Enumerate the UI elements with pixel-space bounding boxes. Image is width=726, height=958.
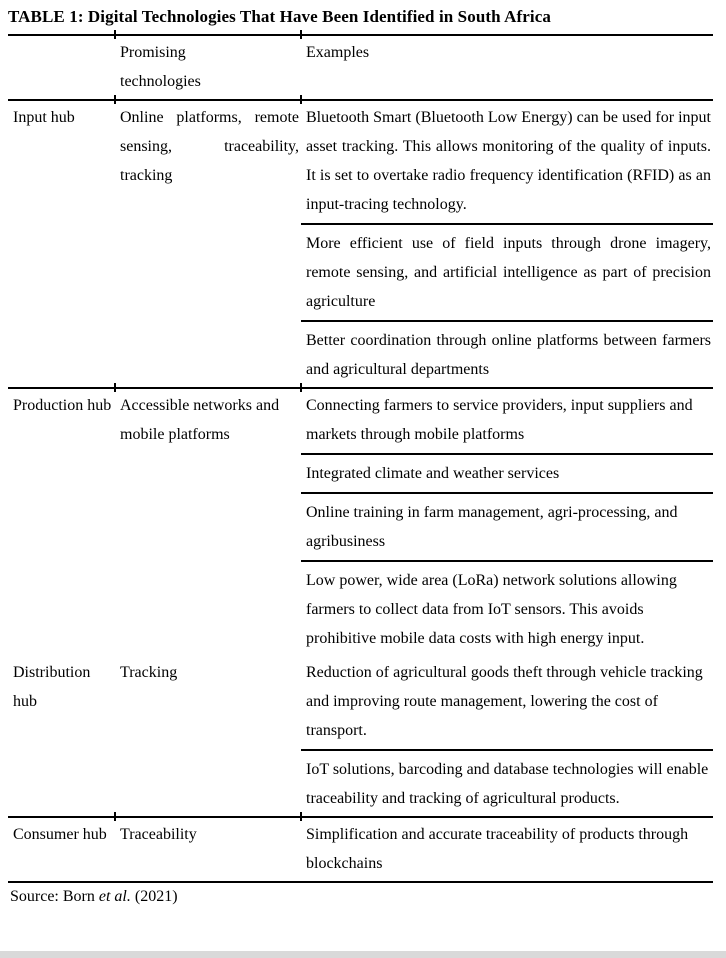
table-row-production-hub [8,388,713,656]
source-prefix: Source: Born [10,888,99,905]
header-row [8,35,713,100]
source-suffix: (2021) [130,888,178,905]
examples-cell-distribution [301,656,713,817]
technologies-input: Online platforms, remote sensing, traceability, tracking [115,100,301,388]
hub-name-consumer: Consumer hub [8,817,115,882]
examples-cell-input [301,100,713,388]
example-item: More efficient use of field inputs through drone imagery, remote sensing, and artificial intelligence as part of precision agriculture [301,225,713,322]
example-item: Integrated climate and weather services [301,455,713,494]
example-item: Simplification and accurate traceability of products through blockchains [306,826,689,872]
hub-name-input: Input hub [8,100,115,388]
examples-cell-production [301,388,713,656]
digital-technologies-table [8,34,713,883]
source-note [10,886,713,908]
example-item: Low power, wide area (LoRa) network solutions allowing farmers to collect data from IoT sensors. This avoids prohibitive mobile data costs with high energy input. [306,572,677,647]
header-promising-technologies-label: Promising technologies [120,44,201,90]
header-cell-empty [8,35,115,100]
table-row-distribution-hub [8,656,713,817]
technologies-production: Accessible networks and mobile platforms [115,388,301,656]
header-cell-examples [301,35,713,100]
example-item: Online training in farm management, agri-processing, and agribusiness [301,494,713,562]
hub-name-production: Production hub [8,388,115,656]
example-item: Bluetooth Smart (Bluetooth Low Energy) can be used for input asset tracking. This allows monitoring of the quality of inputs. It is set to overtake radio frequency identification (RFID) as an input-tracing technology. [301,103,713,225]
hub-name-distribution: Distribution hub [13,664,91,710]
example-item: Better coordination through online platforms between farmers and agricultural departments [306,332,711,378]
table-row-consumer-hub [8,817,713,882]
header-examples-label: Examples [306,44,370,61]
technologies-distribution: Tracking [120,664,178,681]
header-cell-technologies [115,35,301,100]
example-item: Connecting farmers to service providers, input suppliers and markets through mobile platforms [301,391,713,455]
example-item: IoT solutions, barcoding and database technologies will enable traceability and tracking of agricultural products. [306,761,709,807]
source-et-al: et al. [98,888,131,905]
example-item: Reduction of agricultural goods theft through vehicle tracking and improving route management, lowering the cost of transport. [301,658,713,751]
examples-cell-consumer [301,817,713,882]
technologies-consumer: Traceability [115,817,301,882]
table-row-input-hub [8,100,713,388]
page-edge-shadow [0,951,726,958]
table-title: TABLE 1: Digital Technologies That Have Been Identified in South Africa [8,7,551,26]
